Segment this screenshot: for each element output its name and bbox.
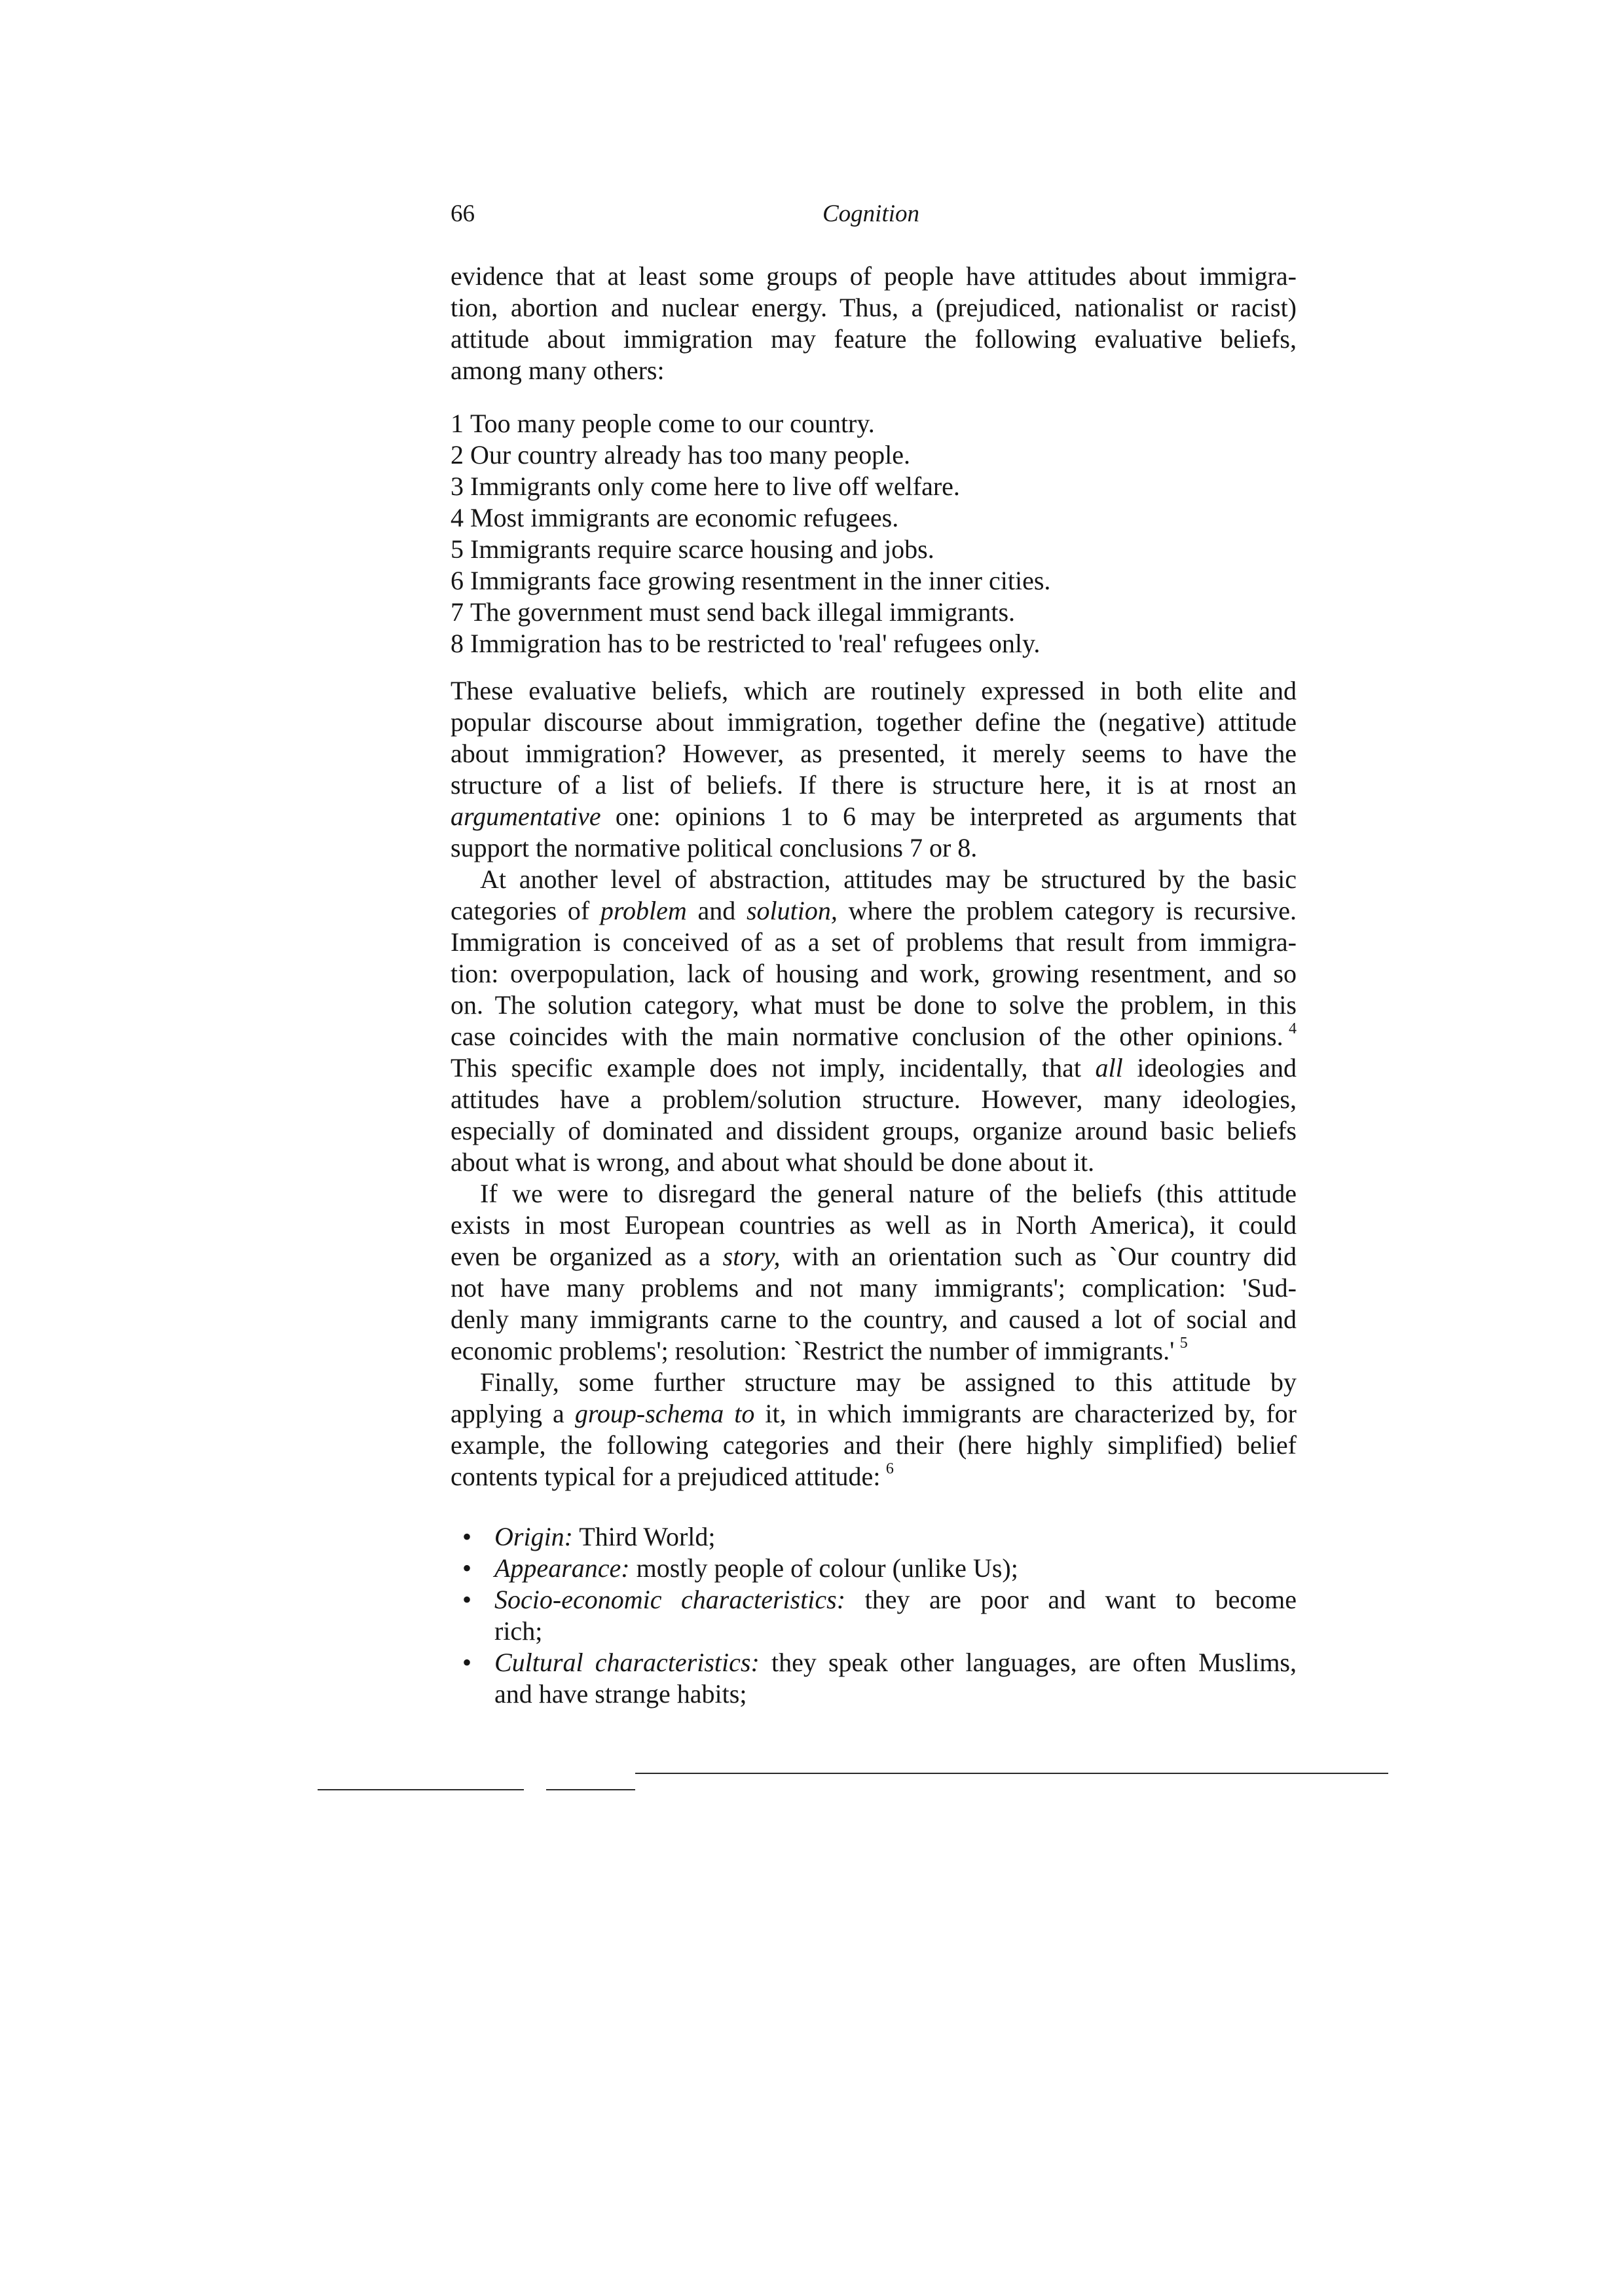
rule-line	[546, 1789, 635, 1790]
list-item-text: Most immigrants are economic refugees.	[470, 503, 899, 532]
list-item-text: Immigrants only come here to live off welfare.	[470, 471, 960, 501]
italic-term: solution,	[746, 896, 838, 925]
text-line: exists in most European countries as well as in North America), it could	[451, 1210, 1297, 1240]
italic-term: argumentative	[451, 802, 601, 831]
list-number: 5	[451, 534, 464, 564]
bullet-marker: •	[462, 1522, 472, 1551]
text-line: If we were to disregard the general nature of the beliefs (this attitude	[480, 1179, 1297, 1208]
category-text: Third World;	[573, 1522, 716, 1551]
italic-term: problem	[600, 896, 687, 925]
list-number: 3	[451, 471, 464, 501]
text-line	[451, 801, 1297, 832]
belief-list	[451, 408, 1297, 659]
bullet-marker: •	[462, 1553, 472, 1583]
text-line: attitudes have a problem/solution structure. However, many ideologies,	[451, 1084, 1297, 1114]
paragraph	[451, 261, 1297, 386]
text-segment: applying a	[451, 1399, 575, 1428]
list-item	[451, 565, 1297, 597]
bullet-item	[451, 1521, 1297, 1553]
text-segment: categories of	[451, 896, 600, 925]
list-item-text: Too many people come to our country.	[470, 409, 875, 438]
italic-term: story,	[722, 1242, 781, 1271]
bullet-item	[451, 1647, 1297, 1678]
text-line: At another level of abstraction, attitudes may be structured by the basic	[480, 864, 1297, 894]
list-item	[451, 408, 1297, 439]
list-number: 7	[451, 597, 464, 627]
bullet-item	[451, 1584, 1297, 1616]
category-text: they are poor and want to become	[845, 1585, 1297, 1614]
paragraph	[451, 864, 1297, 1178]
text-line: Finally, some further structure may be assigned to this attitude by	[480, 1367, 1297, 1397]
paragraph	[451, 675, 1297, 864]
list-item	[451, 471, 1297, 502]
text-line	[451, 1052, 1297, 1084]
list-number: 2	[451, 440, 464, 470]
list-number: 6	[451, 566, 464, 595]
paragraph	[451, 1367, 1297, 1492]
running-title: Cognition	[822, 200, 920, 227]
text-segment: ideologies and	[1122, 1053, 1297, 1082]
text-segment: even be organized as a	[451, 1242, 723, 1271]
text-line	[451, 1398, 1297, 1430]
footnote-marker: 5	[1179, 1335, 1188, 1352]
text-line: on. The solution category, what must be done to solve the problem, in this	[451, 990, 1297, 1020]
text-line: not have many problems and not many immigrants'; complication: 'Sud-	[451, 1273, 1297, 1303]
text-line: especially of dominated and dissident groups, organize around basic beliefs	[451, 1116, 1297, 1145]
text-line: popular discourse about immigration, together define the (negative) attitude	[451, 707, 1297, 737]
list-item-text: Immigrants require scarce housing and jobs.	[470, 534, 934, 564]
bullet-marker: •	[462, 1648, 472, 1677]
bullet-marker: •	[462, 1585, 472, 1614]
text-line	[451, 1021, 1297, 1052]
category-text: they speak other languages, are often Muslims,	[759, 1648, 1297, 1677]
text-line: attitude about immigration may feature the following evaluative beliefs,	[451, 324, 1297, 354]
text-line: support the normative political conclusions 7 or 8.	[451, 833, 978, 862]
list-number: 4	[451, 503, 464, 532]
text-line: denly many immigrants carne to the country, and caused a lot of social and	[451, 1304, 1297, 1334]
list-number: 8	[451, 629, 464, 658]
list-item	[451, 597, 1297, 628]
text-line: tion, abortion and nuclear energy. Thus, a (prejudiced, nationalist or racist)	[451, 293, 1297, 322]
text-segment: case coincides with the main normative conclusion of the other opinions.	[451, 1022, 1283, 1051]
paragraph	[451, 1178, 1297, 1367]
category-text: mostly people of colour (unlike Us);	[629, 1553, 1018, 1583]
text-line: about what is wrong, and about what should be done about it.	[451, 1147, 1095, 1177]
bullet-continuation: and have strange habits;	[494, 1679, 747, 1709]
page-number: 66	[451, 200, 475, 227]
text-line: These evaluative beliefs, which are routinely expressed in both elite and	[451, 676, 1297, 705]
list-item-text: Immigrants face growing resentment in the inner cities.	[470, 566, 1051, 595]
text-segment: it, in which immigrants are characterized by, for	[754, 1399, 1297, 1428]
list-item	[451, 439, 1297, 471]
category-list	[451, 1521, 1297, 1710]
category-label: Origin:	[494, 1522, 573, 1551]
text-segment: This specific example does not imply, incidentally, that	[451, 1053, 1096, 1082]
footnote-marker: 6	[885, 1460, 894, 1477]
text-segment: with an orientation such as `Our country did	[780, 1242, 1297, 1271]
rule-line	[635, 1773, 1388, 1774]
footnote-marker: 4	[1289, 1020, 1297, 1037]
text-line	[451, 895, 1297, 927]
text-line: example, the following categories and their (here highly simplified) belief	[451, 1430, 1297, 1460]
text-line: Immigration is conceived of as a set of problems that result from immigra-	[451, 927, 1297, 957]
category-label: Appearance:	[494, 1553, 630, 1583]
text-line	[451, 1241, 1297, 1272]
text-segment: one: opinions 1 to 6 may be interpreted as arguments that	[600, 802, 1297, 831]
page-header	[451, 198, 1297, 230]
text-line	[451, 1335, 1297, 1367]
category-label: Cultural characteristics:	[494, 1648, 760, 1677]
list-item-text: Our country already has too many people.	[470, 440, 911, 470]
list-item-text: Immigration has to be restricted to 'real' refugees only.	[470, 629, 1041, 658]
bullet-continuation: rich;	[494, 1616, 543, 1646]
list-item	[451, 534, 1297, 565]
text-line	[451, 1461, 1297, 1492]
text-segment: where the problem category is recursive.	[837, 896, 1297, 925]
list-item	[451, 628, 1297, 659]
italic-term: group-schema to	[574, 1399, 755, 1428]
list-item-text: The government must send back illegal immigrants.	[470, 597, 1016, 627]
text-segment: contents typical for a prejudiced attitude:	[451, 1462, 881, 1491]
category-label: Socio-economic characteristics:	[494, 1585, 846, 1614]
text-line: tion: overpopulation, lack of housing and work, growing resentment, and so	[451, 959, 1297, 988]
text-line: about immigration? However, as presented, it merely seems to have the	[451, 739, 1297, 768]
italic-term: all	[1095, 1053, 1123, 1082]
list-number: 1	[451, 409, 464, 438]
text-segment: economic problems'; resolution: `Restrict the number of immigrants.'	[451, 1336, 1175, 1365]
text-line: structure of a list of beliefs. If there is structure here, it is at rnost an	[451, 770, 1297, 800]
list-item	[451, 502, 1297, 534]
bullet-item	[451, 1553, 1297, 1584]
text-segment: and	[686, 896, 747, 925]
text-line: evidence that at least some groups of people have attitudes about immigra-	[451, 261, 1297, 291]
text-line: among many others:	[451, 356, 665, 385]
rule-line	[318, 1789, 524, 1790]
